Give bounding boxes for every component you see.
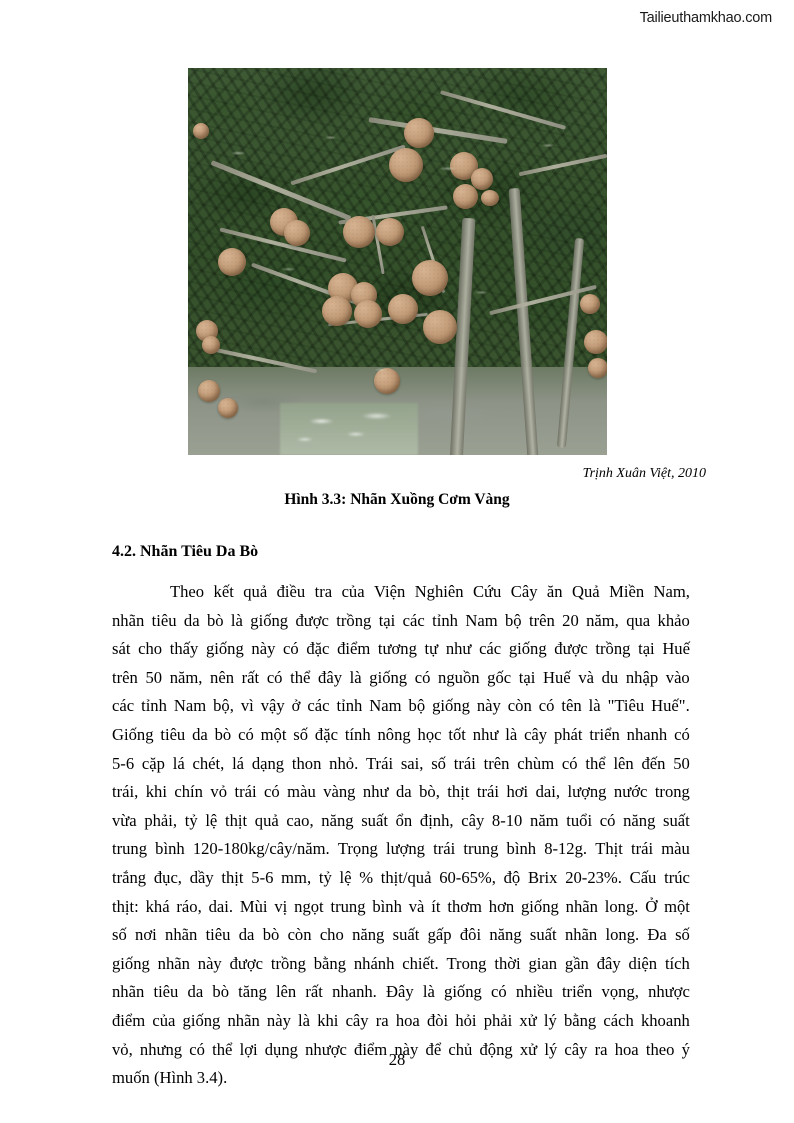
body-line: thịt: khá ráo, dai. Mùi vị ngọt trung bình và ít thơm hơn giống nhãn long. Ở một xyxy=(112,896,690,916)
figure-caption: Hình 3.3: Nhãn Xuồng Cơm Vàng xyxy=(284,491,510,508)
site-watermark: Tailieuthamkhao.com xyxy=(639,10,772,26)
body-line: nhãn tiêu da bò là giống được trồng tại các tỉnh Nam bộ trên 20 năm, qua khảo xyxy=(112,610,690,630)
photo-leaf-highlights xyxy=(188,68,607,455)
body-line: trái, khi chín vỏ trái có màu vàng như da bò, thịt trái hơi dai, lượng nước trong xyxy=(112,782,690,802)
figure-3-3 xyxy=(188,68,607,455)
body-line: nhãn tiêu da bò tăng lên rất nhanh. Đây là giống có nhiều triển vọng, nhược xyxy=(112,982,690,1002)
body-line: trên 50 năm, nên rất có thể đây là giống có nguồn gốc tại Huế và du nhập vào xyxy=(112,667,690,687)
figure-credit: Trịnh Xuân Việt, 2010 xyxy=(582,466,706,481)
body-line: vừa phải, tỷ lệ thịt quả cao, năng suất ổn định, cây 8-10 năm tuổi có năng suất xyxy=(112,810,690,830)
body-line: điểm của giống nhãn này là khi cây ra hoa đòi hỏi phải xử lý bằng cách khoanh xyxy=(112,1010,690,1030)
body-line: sát cho thấy giống này có đặc điểm tương tự như các giống được trồng tại Huế xyxy=(112,639,690,659)
longan-orchard-photo xyxy=(188,68,607,455)
body-line: trung bình 120-180kg/cây/năm. Trọng lượng trái trung bình 8-12g. Thịt trái màu xyxy=(112,839,690,859)
body-line: 5-6 cặp lá chét, lá dạng thon nhỏ. Trái sai, số trái trên chùm có thể lên đến 50 xyxy=(112,753,690,773)
body-line: Giống tiêu da bò có một số đặc tính nông học tốt như là cây phát triển nhanh có xyxy=(112,724,690,744)
body-line: muốn (Hình 3.4). xyxy=(112,1068,228,1088)
page-number: 28 xyxy=(388,1050,406,1069)
body-line: số nơi nhãn tiêu da bò còn cho năng suất gấp đôi năng suất nhãn long. Đa số xyxy=(112,925,690,945)
body-line: vỏ, nhưng có thể lợi dụng nhược điểm này để chủ động xử lý cây ra hoa theo ý xyxy=(112,1039,690,1059)
body-line: Theo kết quả điều tra của Viện Nghiên Cứu Cây ăn Quả Miền Nam, xyxy=(170,582,690,601)
body-paragraph xyxy=(112,578,690,1093)
section-heading: 4.2. Nhãn Tiêu Da Bò xyxy=(112,543,259,560)
body-line: trắng đục, dầy thịt 5-6 mm, tỷ lệ % thịt/quả 60-65%, độ Brix 20-23%. Cấu trúc xyxy=(112,867,690,887)
body-line: giống nhãn này được trồng bằng nhánh chiết. Trong thời gian gần đây diện tích xyxy=(112,953,690,973)
body-line: các tỉnh Nam bộ, vì vậy ở các tỉnh Nam bộ giống này còn có tên là "Tiêu Huế". xyxy=(112,696,690,716)
